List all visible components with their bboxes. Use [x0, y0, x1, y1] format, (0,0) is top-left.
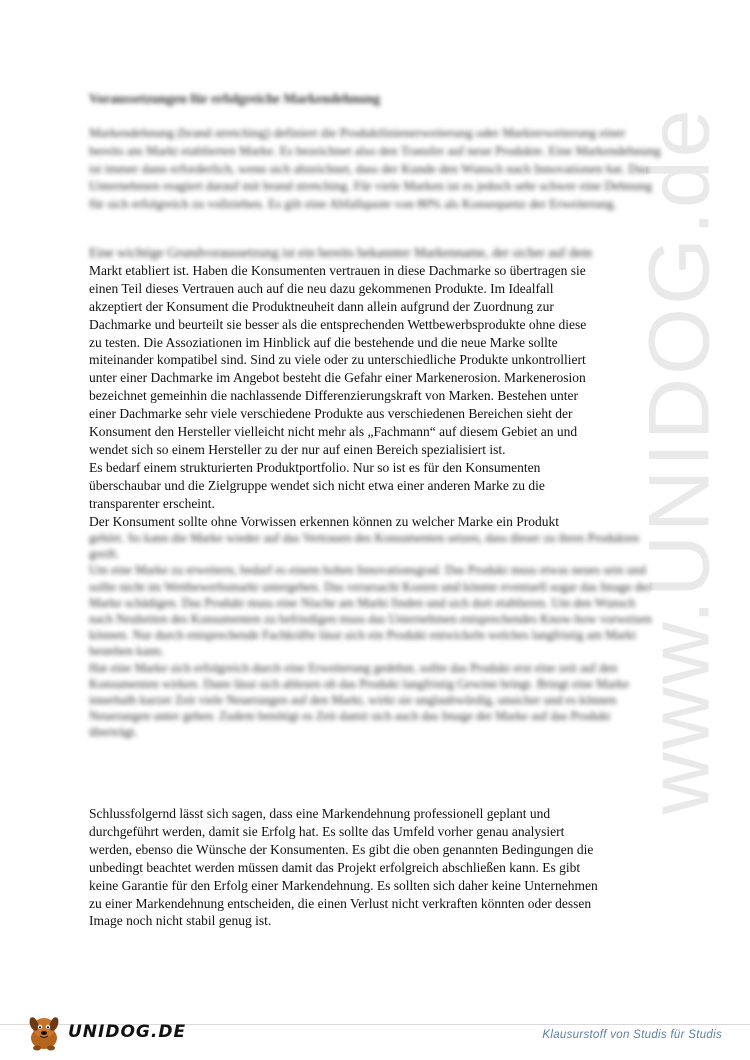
- text-line: Schlussfolgernd lässt sich sagen, dass eine Markendehnung professionell geplant und: [89, 806, 551, 821]
- dog-mascot-icon: [22, 1012, 66, 1052]
- conclusion-paragraph: [89, 805, 661, 930]
- text-line: miteinander kompatibel sind. Sind zu viele oder zu unterschiedliche Produkte unkontrolliert: [89, 352, 586, 368]
- text-line: Konsument den Hersteller vielleicht nicht mehr als „Fachmann“ auf diesem Gebiet an und: [89, 424, 578, 440]
- watermark-text: www.UNIDOG.de: [631, 105, 728, 815]
- text-line: keine Garantie für den Erfolg einer Markendehnung. Es sollten sich daher keine Unternehmen: [89, 877, 598, 893]
- text-line: bezeichnet gemeinhin die nachlassende Differenzierungskraft von Marken. Bestehen unter: [89, 388, 578, 404]
- text-line: transparenter erscheint.: [89, 495, 215, 511]
- logo-text: UNIDOG.DE: [68, 1022, 187, 1042]
- text-line: Markt etabliert ist. Haben die Konsumenten vertrauen in diese Dachmarke so übertragen sie: [89, 262, 586, 278]
- blurred-section: [89, 530, 661, 741]
- document-heading: Voraussetzungen für erfolgreiche Markendehnung: [89, 91, 381, 106]
- text-line: wendet sich so einem Hersteller zu der nur auf einen Bereich spezialisiert ist.: [89, 441, 506, 457]
- intro-section: [89, 90, 661, 235]
- text-line: zu einer Markendehnung entscheiden, die einen Verlust nicht verkraften könnten oder dessen: [89, 895, 592, 911]
- text-line: unbedingt beachtet werden müssen damit das Projekt erfolgreich abschließen kann. Es gibt: [89, 859, 581, 875]
- text-line: durchgeführt werden, damit sie Erfolg hat. Es sollte das Umfeld vorher genau analysiert: [89, 823, 565, 839]
- intro-paragraph: Markendehnung (brand stretching) definiert die Produktlinienerweiterung oder Markterweiterung einer bereits am Markt etablierten Marke. Es bezeichnet also den Transfer auf neue Produkte. Eine Markendehnung ist immer dann erforderlich, wenn sich abzeichnet, dass der Kunde den Wunsch nach Innovationen hat. Das Unternehmen reagiert darauf mit brand stretching. Für viele Marken ist es jedoch sehr schwer eine Dehnung für sich erfolgreich zu vollziehen. Es gilt eine Abfallquote von 80% als Konsequenz der Erweiterung.: [89, 125, 661, 212]
- text-line: unter einer Dachmarke im Angebot besteht die Gefahr einer Markenerosion. Markenerosion: [89, 370, 586, 386]
- text-line: werden, ebenso die Wünsche der Konsumenten. Es gibt die oben genannten Bedingungen die: [89, 841, 594, 857]
- main-paragraph-first-line: Eine wichtige Grundvoraussetzung ist ein bereits bekannter Markenname, der sicher auf dem: [89, 245, 593, 260]
- unidog-logo: [22, 1012, 186, 1052]
- blurred-paragraph: Um eine Marke zu erweitern, bedarf es einem hohen Innovationsgrad. Das Produkt muss etwas neues sein und sollte nicht im Wettbewerbsmarkt untergehen. Das verursacht Kosten und könnte eventuell sogar das Image der Marke schädigen. Das Produkt muss eine Nische am Markt finden und sich dort etablieren. Um den Wunsch nach Neuheiten des Konsumenten zu befriedigen muss das Unternehmen entsprechendes Know-how vorweisen können. Nur durch entsprechende Fachkräfte lässt sich ein Produkt entwickeln welches langfristig am Markt bestehen kann.: [89, 563, 652, 659]
- text-line: Es bedarf einem strukturierten Produktportfolio. Nur so ist es für den Konsumenten: [89, 459, 541, 475]
- text-line: einen Teil dieses Vertrauen auch auf die neu dazu gekommenen Produkte. Im Idealfall: [89, 280, 554, 296]
- text-line: Dachmarke und beurteilt sie besser als die entsprechenden Wettbewerbsprodukte ohne diese: [89, 316, 587, 332]
- text-line: zu testen. Die Assoziationen im Hinblick auf die bestehende und die neue Marke sollte: [89, 334, 558, 350]
- text-line: akzeptiert der Konsument die Produktneuheit dann allein aufgrund der Zuordnung zur: [89, 298, 554, 314]
- text-line: Image noch nicht stabil genug ist.: [89, 913, 272, 929]
- text-line: einer Dachmarke sehr viele verschiedene Produkte aus verschiedenen Bereichen sieht der: [89, 406, 573, 422]
- main-paragraph: [89, 244, 661, 531]
- blurred-paragraph: gehört. So kann die Marke wieder auf das Vertrauen des Konsumenten setzen, dass dieser zu ihren Produkten greift.: [89, 531, 640, 562]
- text-line: Der Konsument sollte ohne Vorwissen erkennen können zu welcher Marke ein Produkt: [89, 513, 560, 529]
- text-line: überschaubar und die Zielgruppe wendet sich nicht etwa einer anderen Marke zu die: [89, 477, 545, 493]
- blurred-paragraph: Hat eine Marke sich erfolgreich durch eine Erweiterung gedehnt, sollte das Produkt erst eine zeit auf den Konsumenten wirken. Dann lässt sich ablesen ob das Produkt langfristig Gewinn bringt. Bringt eine Marke innerhalb kurzer Zeit viele Neuerungen auf den Markt, wirkt sie unglaubwürdig, unsicher und es können Neuerungen unter gehen. Zudem benötigt es Zeit damit sich auch das Image der Marke auf das Produkt überträgt.: [89, 660, 630, 740]
- footer-tagline: Klausurstoff von Studis für Studis: [542, 1029, 722, 1041]
